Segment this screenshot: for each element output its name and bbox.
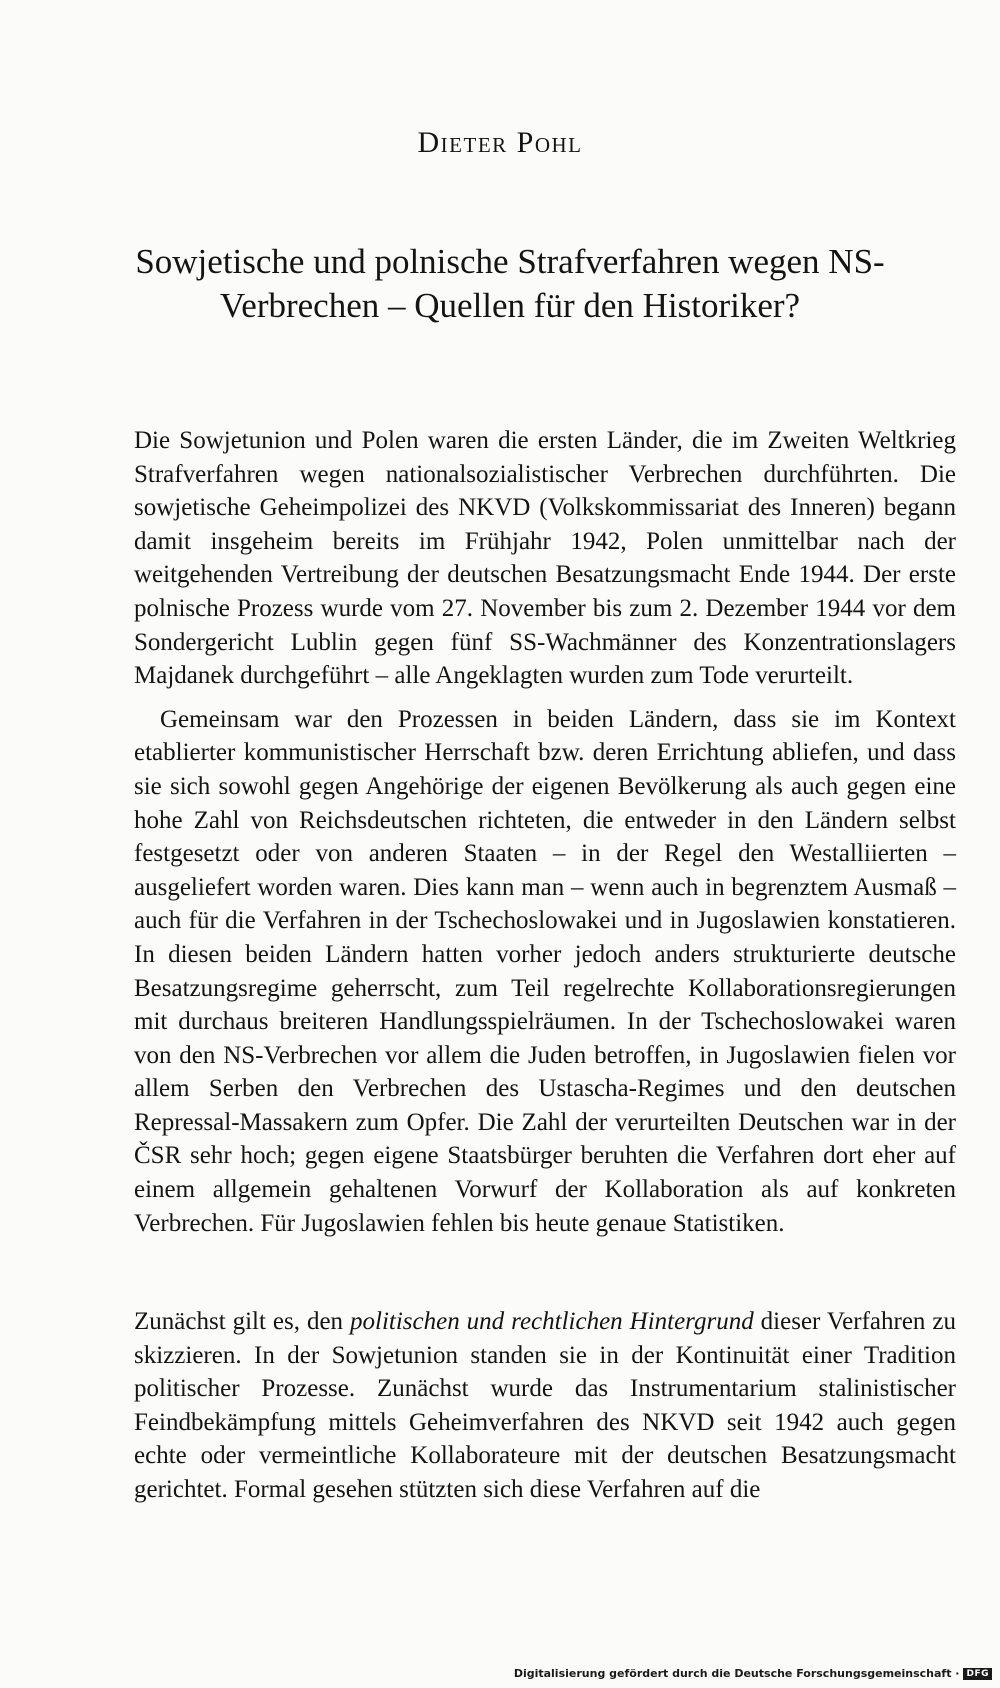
paragraph-3-emphasis: politischen und rechtlichen Hintergrund xyxy=(350,1308,754,1335)
footer-credit: Digitalisierung gefördert durch die Deutsche Forschungsgemeinschaft · xyxy=(513,1667,960,1680)
body-section-background xyxy=(134,1305,956,1507)
chapter-title: Sowjetische und polnische Strafverfahren wegen NS-Verbrechen – Quellen für den Historiker? xyxy=(135,242,885,325)
paragraph-3 xyxy=(134,1305,956,1507)
paragraph-2: Gemeinsam war den Prozessen in beiden Ländern, dass sie im Kontext etablierter kommunistischer Herrschaft bzw. deren Errichtung abliefen, und dass sie sich sowohl gegen Angehörige der eigenen Bevölkerung als auch gegen eine hohe Zahl von Reichsdeutschen richteten, die entweder in den Ländern selbst festgesetzt oder von anderen Staaten – in der Regel den Westalliierten – ausgeliefert worden waren. Dies kann man – wenn auch in begrenztem Ausmaß – auch für die Verfahren in der Tschechoslowakei und in Jugoslawien konstatieren. In diesen beiden Ländern hatten vorher jedoch anders strukturierte deutsche Besatzungsregime geherrscht, zum Teil regelrechte Kollaborationsregierungen mit durchaus breiteren Handlungsspielräumen. In der Tschechoslowakei waren von den NS-Verbrechen vor allem die Juden betroffen, in Jugoslawien fielen vor allem Serben den Verbrechen des Ustascha-Regimes und den deutschen Repressal-Massakern zum Opfer. Die Zahl der verurteilten Deutschen war in der ČSR sehr hoch; gegen eigene Staatsbürger beruhten die Verfahren dort eher auf einem allgemein gehaltenen Vorwurf der Kollaboration als auf konkreten Verbrechen. Für Jugoslawien fehlen bis heute genaue Statistiken. xyxy=(134,705,956,1237)
paragraph-3-lead: Zunächst gilt es, den xyxy=(134,1308,351,1335)
author-name: Dieter Pohl xyxy=(417,126,583,159)
paragraph-3-rest: dieser Verfahren zu skizzieren. In der Sowjetunion standen sie in der Kontinuität einer Tradition politischer Prozesse. Zunächst wurde das Instrumentarium stalinistischer Feindbekämpfung mittels Geheimverfahren des NKVD seit 1942 auch gegen echte oder vermeintliche Kollaborateure mit der deutschen Besatzungsmacht gerichtet. Formal gesehen stützten sich diese Verfahren auf die xyxy=(134,1308,956,1503)
digitization-footer xyxy=(514,1667,992,1680)
paragraph-1: Die Sowjetunion und Polen waren die ersten Länder, die im Zweiten Weltkrieg Strafverfahren wegen nationalsozialistischer Verbrechen durchführten. Die sowjetische Geheimpolizei des NKVD (Volkskommissariat des Inneren) begann damit insgeheim bereits im Frühjahr 1942, Polen unmittelbar nach der weitgehenden Vertreibung der deutschen Besatzungsmacht Ende 1944. Der erste polnische Prozess wurde vom 27. November bis zum 2. Dezember 1944 vor dem Sondergericht Lublin gegen fünf SS-Wachmänner des Konzentrationslagers Majdanek durchgeführt – alle Angeklagten wurden zum Tode verurteilt. xyxy=(134,427,956,690)
body-section-intro xyxy=(134,424,956,1240)
dfg-logo: DFG xyxy=(963,1668,992,1680)
